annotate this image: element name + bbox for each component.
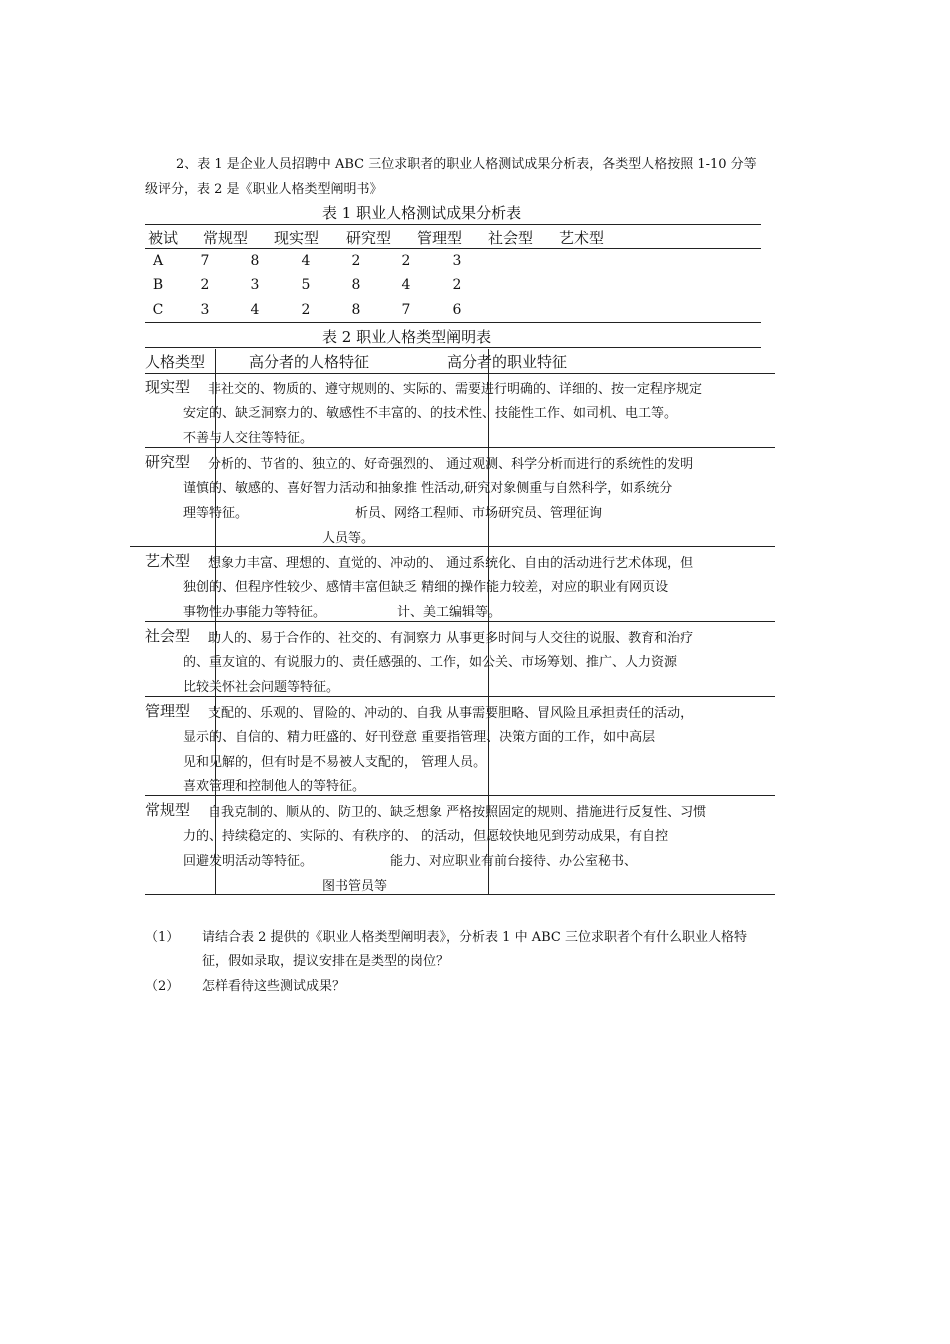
table2-row-line: 事物性办事能力等特征。	[183, 605, 327, 620]
table1-header-conventional: 常规型	[203, 229, 249, 247]
table1-cell: 4	[250, 302, 260, 318]
question-1-line-2: 征，假如录取，提议安排在是类型的岗位？	[202, 954, 450, 969]
table2-header-type: 人格类型	[145, 353, 206, 371]
table2-row-line: 能力、对应职业有前台接待、办公室秘书、	[390, 854, 638, 869]
table2-row-line: 计、美工编辑等。	[397, 605, 502, 620]
table2-row-line: 不善与人交往等特征。	[183, 431, 314, 446]
table2-row-line: 人员等。	[322, 531, 375, 546]
table1-cell: 2	[200, 277, 210, 293]
table2-row-line: 显示的、自信的、精力旺盛的、好刊登意 重要指管理、决策方面的工作，如中高层	[183, 730, 656, 745]
table1-cell: 3	[250, 277, 260, 293]
table1-cell: 3	[200, 302, 210, 318]
table2-header-occupation: 高分者的职业特征	[447, 353, 568, 371]
table2-row-line: 谨慎的、敏感的、喜好智力活动和抽象推 性活动,研究对象侧重与自然科学，如系统分	[183, 481, 673, 496]
table1-cell: 8	[351, 277, 361, 293]
question-2-number: （2）	[145, 979, 180, 994]
table2-row-line: 喜欢管理和控制他人的等特征。	[183, 779, 366, 794]
table2-row-line: 独创的、但程序性较少、感情丰富但缺乏 精细的操作能力较差，对应的职业有网页设	[183, 580, 669, 595]
table2-row-line: 的、重友谊的、有说服力的、责任感强的、工作，如公关、市场筹划、推广、人力资源	[183, 655, 678, 670]
table2-row-line: 安定的、缺乏洞察力的、敏感性不丰富的、的技术性、技能性工作、如司机、电工等。	[183, 406, 678, 421]
table2-row-line: 比较关怀社会问题等特征。	[183, 680, 340, 695]
table1-cell: 2	[351, 253, 361, 269]
table1-row-a-label: A	[152, 253, 164, 269]
table2-title: 表 2 职业人格类型阐明表	[322, 328, 492, 346]
table2-row-line: 助人的、易于合作的、社交的、有洞察力 从事更多时间与人交往的说服、教育和治疗	[208, 631, 694, 646]
table2-type-enterprising: 管理型	[145, 702, 191, 720]
table1-bottom-rule	[145, 322, 761, 323]
table2-row-line: 图书管员等	[322, 879, 388, 894]
table1-row-c-label: C	[152, 302, 164, 318]
table1-header-investigative: 研究型	[346, 229, 392, 247]
intro-line-1: 2、表 1 是企业人员招聘中 ABC 三位求职者的职业人格测试成果分析表，各类型人格按照 1-10 分等	[176, 157, 757, 172]
table1-header-artistic: 艺术型	[559, 229, 605, 247]
table1-cell: 8	[351, 302, 361, 318]
table2-type-social: 社会型	[145, 627, 191, 645]
table2-header-rule	[145, 373, 775, 374]
table1-cell: 2	[401, 253, 411, 269]
table1-cell: 4	[301, 253, 311, 269]
table2-row-rule	[130, 546, 775, 547]
table1-cell: 2	[452, 277, 462, 293]
table1-header-social: 社会型	[488, 229, 534, 247]
question-2-line-1: 怎样看待这些测试成果？	[202, 979, 346, 994]
table2-type-investigative: 研究型	[145, 453, 191, 471]
question-1-number: （1）	[145, 930, 180, 945]
table2-row-line: 力的、持续稳定的、实际的、有秩序的、 的活动，但愿较快地见到劳动成果，有自控	[183, 829, 669, 844]
table2-row-line: 理等特征。	[183, 506, 249, 521]
table2-type-conventional: 常规型	[145, 801, 191, 819]
table2-row-line: 自我克制的、顺从的、防卫的、缺乏想象 严格按照固定的规则、措施进行反复性、习惯	[208, 805, 707, 820]
table2-row-rule	[145, 696, 775, 697]
table1-cell: 7	[200, 253, 210, 269]
table1-header-realistic: 现实型	[274, 229, 320, 247]
table1-cell: 5	[301, 277, 311, 293]
table1-cell: 3	[452, 253, 462, 269]
table2-type-artistic: 艺术型	[145, 552, 191, 570]
table2-row-line: 非社交的、物质的、遵守规则的、实际的、需要进行明确的、详细的、按一定程序规定	[208, 382, 703, 397]
table2-row-line: 回避发明活动等特征。	[183, 854, 314, 869]
table2-row-line: 分析的、节省的、独立的、好奇强烈的、 通过观测、科学分析而进行的系统性的发明	[208, 457, 694, 472]
table2-top-rule	[145, 347, 761, 348]
table1-header-rule	[145, 248, 761, 249]
table2-row-rule	[145, 621, 775, 622]
table2-row-line: 见和见解的，但有时是不易被人支配的， 管理人员。	[183, 755, 487, 770]
table1-cell: 7	[401, 302, 411, 318]
table2-row-rule	[145, 447, 775, 448]
table1-cell: 4	[401, 277, 411, 293]
table2-type-realistic: 现实型	[145, 378, 191, 396]
table2-bottom-rule	[145, 894, 775, 895]
table1-cell: 6	[452, 302, 462, 318]
table1-cell: 2	[301, 302, 311, 318]
table2-row-line: 支配的、乐观的、冒险的、冲动的、自我 从事需要胆略、冒风险且承担责任的活动，	[208, 706, 694, 721]
question-1-line-1: 请结合表 2 提供的《职业人格类型阐明表》，分析表 1 中 ABC 三位求职者个有什么职业人格特	[202, 930, 747, 945]
table1-top-rule	[145, 224, 761, 225]
table2-header-personality: 高分者的人格特征	[249, 353, 370, 371]
table1-header-subject: 被试	[148, 229, 179, 247]
table2-row-line: 析员、网络工程师、市场研究员、管理征询	[355, 506, 603, 521]
table2-row-line: 想象力丰富、理想的、直觉的、冲动的、 通过系统化、自由的活动进行艺术体现，但	[208, 556, 694, 571]
table2-row-rule	[145, 795, 775, 796]
table1-row-b-label: B	[152, 277, 164, 293]
table1-title: 表 1 职业人格测试成果分析表	[322, 204, 522, 222]
table1-cell: 8	[250, 253, 260, 269]
intro-line-2: 级评分，表 2 是《职业人格类型阐明书》	[145, 182, 383, 197]
table1-header-enterprising: 管理型	[417, 229, 463, 247]
